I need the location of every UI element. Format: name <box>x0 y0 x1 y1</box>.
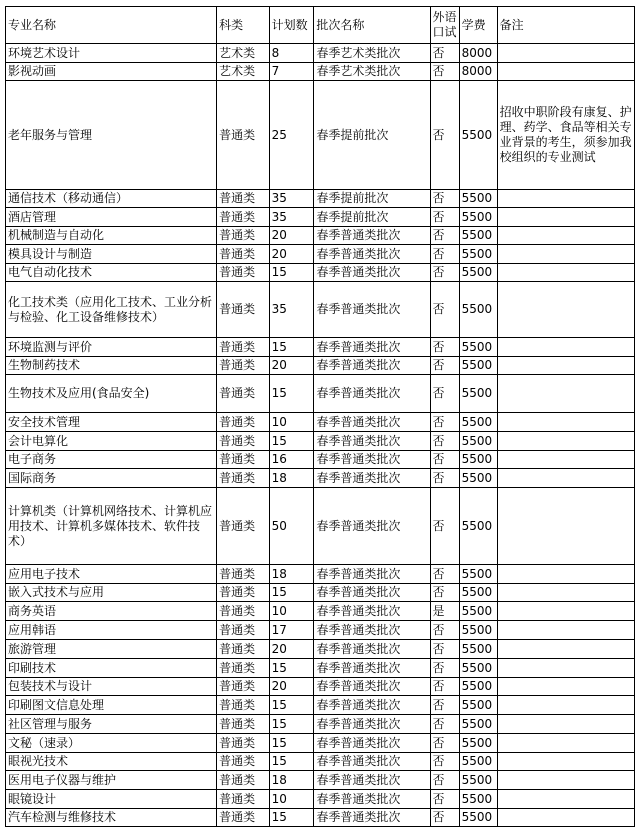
cell-category: 普通类 <box>217 488 270 565</box>
cell-category: 普通类 <box>217 696 270 715</box>
cell-batch-name: 春季普通类批次 <box>314 696 430 715</box>
cell-batch-name: 春季普通类批次 <box>314 678 430 696</box>
cell-note <box>497 640 634 659</box>
table-row <box>6 584 635 602</box>
cell-category: 普通类 <box>217 208 270 227</box>
table-row <box>6 375 635 413</box>
cell-oral-exam: 否 <box>430 282 459 338</box>
cell-major-name: 电子商务 <box>6 451 217 469</box>
table-row <box>6 245 635 264</box>
cell-batch-name: 春季艺术类批次 <box>314 63 430 81</box>
cell-oral-exam: 否 <box>430 63 459 81</box>
cell-note <box>497 469 634 488</box>
cell-tuition-fee: 5500 <box>459 282 497 338</box>
cell-oral-exam: 否 <box>430 734 459 753</box>
cell-batch-name: 春季普通类批次 <box>314 469 430 488</box>
cell-note <box>497 44 634 63</box>
cell-major-name: 化工技术类（应用化工技术、工业分析与检验、化工设备维修技术） <box>6 282 217 338</box>
cell-batch-name: 春季普通类批次 <box>314 753 430 771</box>
cell-plan-count: 15 <box>269 809 314 827</box>
cell-major-name: 嵌入式技术与应用 <box>6 584 217 602</box>
cell-category: 普通类 <box>217 227 270 245</box>
cell-plan-count: 50 <box>269 488 314 565</box>
cell-batch-name: 春季普通类批次 <box>314 584 430 602</box>
cell-plan-count: 20 <box>269 357 314 375</box>
cell-major-name: 眼视光技术 <box>6 753 217 771</box>
table-row <box>6 715 635 734</box>
cell-plan-count: 20 <box>269 640 314 659</box>
table-row <box>6 678 635 696</box>
cell-category: 普通类 <box>217 81 270 190</box>
cell-tuition-fee: 5500 <box>459 413 497 432</box>
cell-tuition-fee: 5500 <box>459 488 497 565</box>
table-row <box>6 227 635 245</box>
table-row <box>6 621 635 640</box>
table-row <box>6 190 635 208</box>
cell-major-name: 印刷图文信息处理 <box>6 696 217 715</box>
cell-plan-count: 20 <box>269 678 314 696</box>
cell-plan-count: 15 <box>269 375 314 413</box>
table-row <box>6 264 635 282</box>
cell-plan-count: 10 <box>269 413 314 432</box>
cell-note <box>497 715 634 734</box>
cell-batch-name: 春季普通类批次 <box>314 734 430 753</box>
cell-category: 普通类 <box>217 771 270 790</box>
cell-note <box>497 696 634 715</box>
cell-tuition-fee: 8000 <box>459 44 497 63</box>
cell-major-name: 商务英语 <box>6 602 217 621</box>
cell-category: 普通类 <box>217 432 270 451</box>
cell-oral-exam: 否 <box>430 375 459 413</box>
cell-batch-name: 春季普通类批次 <box>314 451 430 469</box>
cell-batch-name: 春季普通类批次 <box>314 565 430 584</box>
cell-major-name: 会计电算化 <box>6 432 217 451</box>
cell-note <box>497 451 634 469</box>
cell-batch-name: 春季普通类批次 <box>314 245 430 264</box>
cell-major-name: 影视动画 <box>6 63 217 81</box>
cell-oral-exam: 否 <box>430 469 459 488</box>
cell-category: 普通类 <box>217 715 270 734</box>
cell-oral-exam: 否 <box>430 753 459 771</box>
table-row <box>6 338 635 357</box>
cell-tuition-fee: 5500 <box>459 809 497 827</box>
cell-plan-count: 15 <box>269 753 314 771</box>
table-row <box>6 696 635 715</box>
cell-oral-exam: 否 <box>430 715 459 734</box>
cell-note <box>497 264 634 282</box>
cell-note <box>497 375 634 413</box>
table-row <box>6 602 635 621</box>
cell-category: 普通类 <box>217 584 270 602</box>
table-row <box>6 753 635 771</box>
cell-batch-name: 春季普通类批次 <box>314 375 430 413</box>
cell-category: 艺术类 <box>217 44 270 63</box>
cell-note <box>497 227 634 245</box>
cell-batch-name: 春季普通类批次 <box>314 602 430 621</box>
cell-plan-count: 15 <box>269 659 314 678</box>
cell-tuition-fee: 5500 <box>459 245 497 264</box>
cell-tuition-fee: 5500 <box>459 640 497 659</box>
cell-category: 普通类 <box>217 659 270 678</box>
cell-plan-count: 10 <box>269 790 314 809</box>
cell-tuition-fee: 5500 <box>459 696 497 715</box>
cell-category: 普通类 <box>217 338 270 357</box>
cell-tuition-fee: 8000 <box>459 63 497 81</box>
cell-note <box>497 488 634 565</box>
cell-note <box>497 432 634 451</box>
table-row <box>6 809 635 827</box>
cell-note <box>497 190 634 208</box>
cell-tuition-fee: 5500 <box>459 715 497 734</box>
cell-major-name: 酒店管理 <box>6 208 217 227</box>
cell-tuition-fee: 5500 <box>459 264 497 282</box>
cell-batch-name: 春季普通类批次 <box>314 715 430 734</box>
cell-plan-count: 17 <box>269 621 314 640</box>
cell-category: 普通类 <box>217 602 270 621</box>
cell-major-name: 环境艺术设计 <box>6 44 217 63</box>
cell-plan-count: 18 <box>269 469 314 488</box>
cell-tuition-fee: 5500 <box>459 81 497 190</box>
cell-note <box>497 771 634 790</box>
table-row <box>6 282 635 338</box>
cell-oral-exam: 否 <box>430 432 459 451</box>
cell-tuition-fee: 5500 <box>459 771 497 790</box>
cell-note <box>497 565 634 584</box>
cell-plan-count: 15 <box>269 432 314 451</box>
cell-tuition-fee: 5500 <box>459 190 497 208</box>
cell-oral-exam: 否 <box>430 678 459 696</box>
header-category: 科类 <box>217 7 270 44</box>
cell-note <box>497 659 634 678</box>
cell-batch-name: 春季普通类批次 <box>314 621 430 640</box>
cell-note <box>497 584 634 602</box>
header-row <box>6 7 635 44</box>
cell-major-name: 通信技术（移动通信） <box>6 190 217 208</box>
cell-plan-count: 15 <box>269 264 314 282</box>
cell-plan-count: 20 <box>269 227 314 245</box>
cell-oral-exam: 否 <box>430 264 459 282</box>
cell-plan-count: 15 <box>269 338 314 357</box>
cell-major-name: 国际商务 <box>6 469 217 488</box>
cell-plan-count: 8 <box>269 44 314 63</box>
cell-tuition-fee: 5500 <box>459 678 497 696</box>
table-body <box>6 44 635 827</box>
cell-oral-exam: 否 <box>430 771 459 790</box>
cell-major-name: 印刷技术 <box>6 659 217 678</box>
cell-tuition-fee: 5500 <box>459 451 497 469</box>
cell-plan-count: 15 <box>269 734 314 753</box>
cell-note <box>497 245 634 264</box>
cell-tuition-fee: 5500 <box>459 338 497 357</box>
cell-category: 普通类 <box>217 282 270 338</box>
table-row <box>6 44 635 63</box>
cell-batch-name: 春季普通类批次 <box>314 809 430 827</box>
cell-major-name: 旅游管理 <box>6 640 217 659</box>
cell-plan-count: 15 <box>269 584 314 602</box>
cell-category: 普通类 <box>217 809 270 827</box>
cell-plan-count: 35 <box>269 282 314 338</box>
cell-plan-count: 10 <box>269 602 314 621</box>
cell-batch-name: 春季普通类批次 <box>314 413 430 432</box>
cell-oral-exam: 否 <box>430 245 459 264</box>
cell-major-name: 应用韩语 <box>6 621 217 640</box>
cell-note <box>497 282 634 338</box>
cell-major-name: 眼镜设计 <box>6 790 217 809</box>
cell-oral-exam: 否 <box>430 565 459 584</box>
table-row <box>6 63 635 81</box>
cell-note <box>497 413 634 432</box>
table-row <box>6 451 635 469</box>
cell-major-name: 汽车检测与维修技术 <box>6 809 217 827</box>
cell-major-name: 环境监测与评价 <box>6 338 217 357</box>
cell-major-name: 计算机类（计算机网络技术、计算机应用技术、计算机多媒体技术、软件技术） <box>6 488 217 565</box>
cell-tuition-fee: 5500 <box>459 659 497 678</box>
cell-batch-name: 春季普通类批次 <box>314 790 430 809</box>
cell-plan-count: 15 <box>269 715 314 734</box>
table-row <box>6 659 635 678</box>
cell-major-name: 安全技术管理 <box>6 413 217 432</box>
cell-tuition-fee: 5500 <box>459 621 497 640</box>
header-plan-count: 计划数 <box>269 7 314 44</box>
cell-tuition-fee: 5500 <box>459 227 497 245</box>
cell-major-name: 文秘（速录） <box>6 734 217 753</box>
cell-category: 普通类 <box>217 190 270 208</box>
cell-batch-name: 春季普通类批次 <box>314 282 430 338</box>
cell-major-name: 社区管理与服务 <box>6 715 217 734</box>
cell-major-name: 模具设计与制造 <box>6 245 217 264</box>
cell-category: 普通类 <box>217 753 270 771</box>
cell-batch-name: 春季普通类批次 <box>314 338 430 357</box>
cell-category: 普通类 <box>217 264 270 282</box>
cell-tuition-fee: 5500 <box>459 790 497 809</box>
cell-note <box>497 678 634 696</box>
table-row <box>6 413 635 432</box>
cell-plan-count: 18 <box>269 771 314 790</box>
cell-tuition-fee: 5500 <box>459 584 497 602</box>
cell-batch-name: 春季提前批次 <box>314 81 430 190</box>
cell-batch-name: 春季提前批次 <box>314 208 430 227</box>
cell-major-name: 应用电子技术 <box>6 565 217 584</box>
cell-oral-exam: 否 <box>430 809 459 827</box>
cell-oral-exam: 否 <box>430 81 459 190</box>
table-row <box>6 771 635 790</box>
cell-tuition-fee: 5500 <box>459 469 497 488</box>
cell-category: 普通类 <box>217 357 270 375</box>
cell-major-name: 生物制药技术 <box>6 357 217 375</box>
cell-tuition-fee: 5500 <box>459 375 497 413</box>
cell-batch-name: 春季普通类批次 <box>314 432 430 451</box>
header-oral-exam: 外语口试 <box>430 7 459 44</box>
cell-oral-exam: 否 <box>430 190 459 208</box>
cell-note <box>497 208 634 227</box>
cell-note <box>497 338 634 357</box>
cell-plan-count: 35 <box>269 190 314 208</box>
cell-category: 普通类 <box>217 245 270 264</box>
cell-note <box>497 357 634 375</box>
cell-category: 艺术类 <box>217 63 270 81</box>
table-row <box>6 565 635 584</box>
cell-major-name: 老年服务与管理 <box>6 81 217 190</box>
cell-category: 普通类 <box>217 451 270 469</box>
header-major: 专业名称 <box>6 7 217 44</box>
cell-plan-count: 7 <box>269 63 314 81</box>
cell-note <box>497 753 634 771</box>
header-batch: 批次名称 <box>314 7 430 44</box>
cell-note <box>497 602 634 621</box>
header-notes: 备注 <box>497 7 634 44</box>
cell-oral-exam: 是 <box>430 602 459 621</box>
cell-oral-exam: 否 <box>430 451 459 469</box>
cell-note <box>497 809 634 827</box>
cell-tuition-fee: 5500 <box>459 734 497 753</box>
cell-major-name: 电气自动化技术 <box>6 264 217 282</box>
cell-plan-count: 20 <box>269 245 314 264</box>
enrollment-plan-table <box>5 6 635 827</box>
cell-oral-exam: 否 <box>430 227 459 245</box>
cell-plan-count: 15 <box>269 696 314 715</box>
table-row <box>6 357 635 375</box>
cell-plan-count: 25 <box>269 81 314 190</box>
cell-plan-count: 18 <box>269 565 314 584</box>
cell-oral-exam: 否 <box>430 696 459 715</box>
cell-batch-name: 春季普通类批次 <box>314 488 430 565</box>
cell-major-name: 医用电子仪器与维护 <box>6 771 217 790</box>
cell-note <box>497 734 634 753</box>
cell-plan-count: 35 <box>269 208 314 227</box>
cell-oral-exam: 否 <box>430 357 459 375</box>
table-row <box>6 734 635 753</box>
cell-category: 普通类 <box>217 678 270 696</box>
cell-note <box>497 790 634 809</box>
cell-category: 普通类 <box>217 640 270 659</box>
cell-oral-exam: 否 <box>430 488 459 565</box>
cell-note: 招收中职阶段有康复、护理、药学、食品等相关专业背景的考生，须参加我校组织的专业测试 <box>497 81 634 190</box>
table-row <box>6 432 635 451</box>
cell-category: 普通类 <box>217 375 270 413</box>
cell-major-name: 生物技术及应用(食品安全) <box>6 375 217 413</box>
cell-batch-name: 春季普通类批次 <box>314 227 430 245</box>
cell-batch-name: 春季艺术类批次 <box>314 44 430 63</box>
cell-note <box>497 621 634 640</box>
cell-oral-exam: 否 <box>430 659 459 678</box>
cell-tuition-fee: 5500 <box>459 432 497 451</box>
cell-tuition-fee: 5500 <box>459 565 497 584</box>
cell-tuition-fee: 5500 <box>459 357 497 375</box>
cell-oral-exam: 否 <box>430 640 459 659</box>
header-fee: 学费 <box>459 7 497 44</box>
cell-note <box>497 63 634 81</box>
table-row <box>6 488 635 565</box>
cell-batch-name: 春季普通类批次 <box>314 357 430 375</box>
cell-batch-name: 春季普通类批次 <box>314 659 430 678</box>
table-row <box>6 81 635 190</box>
cell-plan-count: 16 <box>269 451 314 469</box>
cell-category: 普通类 <box>217 734 270 753</box>
table-row <box>6 640 635 659</box>
cell-batch-name: 春季提前批次 <box>314 190 430 208</box>
cell-oral-exam: 否 <box>430 208 459 227</box>
cell-tuition-fee: 5500 <box>459 602 497 621</box>
cell-batch-name: 春季普通类批次 <box>314 640 430 659</box>
cell-batch-name: 春季普通类批次 <box>314 264 430 282</box>
cell-oral-exam: 否 <box>430 44 459 63</box>
cell-oral-exam: 否 <box>430 621 459 640</box>
cell-category: 普通类 <box>217 565 270 584</box>
cell-major-name: 机械制造与自动化 <box>6 227 217 245</box>
cell-tuition-fee: 5500 <box>459 753 497 771</box>
cell-category: 普通类 <box>217 790 270 809</box>
cell-oral-exam: 否 <box>430 413 459 432</box>
table-row <box>6 790 635 809</box>
cell-batch-name: 春季普通类批次 <box>314 771 430 790</box>
cell-oral-exam: 否 <box>430 584 459 602</box>
cell-tuition-fee: 5500 <box>459 208 497 227</box>
cell-oral-exam: 否 <box>430 338 459 357</box>
cell-category: 普通类 <box>217 469 270 488</box>
cell-category: 普通类 <box>217 621 270 640</box>
cell-category: 普通类 <box>217 413 270 432</box>
table-row <box>6 469 635 488</box>
cell-oral-exam: 否 <box>430 790 459 809</box>
table-row <box>6 208 635 227</box>
cell-major-name: 包装技术与设计 <box>6 678 217 696</box>
